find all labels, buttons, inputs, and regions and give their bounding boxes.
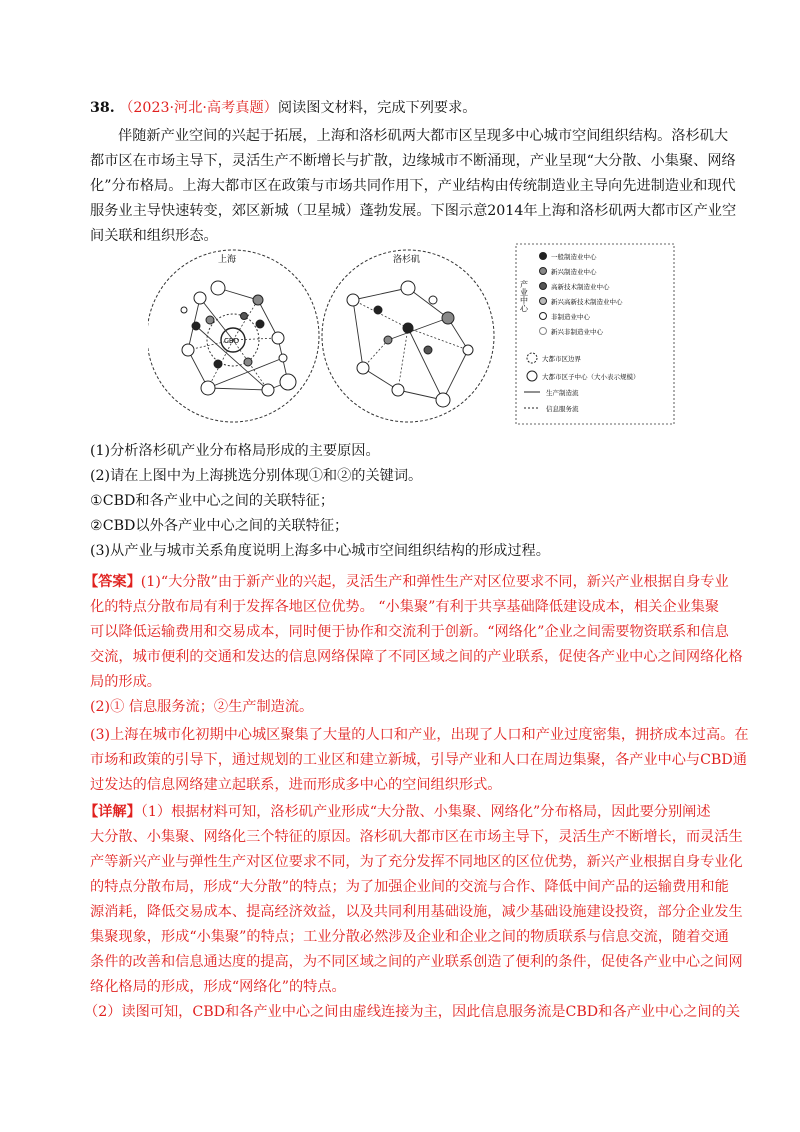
question-number: 38. (90, 100, 115, 116)
detail-line-1 (84, 802, 724, 822)
legend-industry (540, 252, 624, 336)
detail-line-6: 集聚现象，形成“小集聚”的特点；工业分散必然涉及企业和企业之间的物质联系与信息交流，随着交通 (90, 929, 729, 945)
passage-line-5: 间关联和组织形态。 (90, 228, 218, 244)
figure-svg (148, 240, 678, 428)
subquestion-2b: ②CBD以外各产业中心之间的关联特征； (90, 518, 349, 534)
answer-part-2: (2)① 信息服务流；②生产制造流。 (90, 699, 314, 715)
passage-line-1: 伴随新产业空间的兴起于拓展，上海和洛杉矶两大都市区呈现多中心城市空间组织结构。洛杉矶大 (118, 128, 729, 144)
answer-text-1: (1)“大分散”由于新产业的兴起，灵活生产和弹性生产对区位要求不同，新兴产业根据自身专业 (140, 574, 729, 590)
detail-line-3: 产等新兴产业与弹性生产对区位要求不同，为了充分发挥不同地区的区位优势，新兴产业根据自身专业化 (90, 854, 743, 870)
question-header (90, 98, 730, 118)
answer-line-1 (84, 572, 729, 592)
legend-group-label: 产业中心 (519, 280, 529, 312)
la-centers (347, 281, 473, 407)
answer-part-3-line-2: 市场和政策的引导下，通过规划的工业区和建立新城，引导产业和人口在周边集聚，各产业中心与CBD通 (90, 752, 747, 768)
detail-line-5: 源消耗，降低交易成本、提高经济效益，以及共同利用基础设施，减少基础设施建设投资，部分企业发生 (90, 904, 743, 920)
subquestion-3: (3)从产业与城市关系角度说明上海多中心城市空间组织结构的形成过程。 (90, 543, 550, 559)
legend-general-mfg: 一般制造业中心 (551, 253, 597, 261)
subquestion-2: (2)请在上图中为上海挑选分别体现①和②的关键词。 (90, 468, 423, 484)
question-source: （2023·河北·高考真题） (119, 100, 278, 116)
passage-line-2: 都市区在市场主导下，灵活生产不断增长与扩散，边缘城市不断涌现，产业呈现“大分散、小集聚、网络 (90, 153, 736, 169)
legend-non-mfg: 非制造业中心 (551, 313, 590, 321)
detail-line-7: 条件的改善和信息通达度的提高，为不同区域之间的产业联系创造了便利的条件，促使各产业中心之间网 (90, 954, 743, 970)
legend-new-non-mfg: 新兴非制造业中心 (551, 328, 603, 336)
detail-line-9: （2）读图可知，CBD和各产业中心之间由虚线连接为主，因此信息服务流是CBD和各产业中心之间的关 (84, 1004, 741, 1020)
detail-line-4: 的特点分散布局，形成“大分散”的特点；为了加强企业间的交流与合作、降低中间产品的运输费用和能 (90, 879, 729, 895)
legend-new-mfg: 新兴制造业中心 (551, 268, 597, 276)
detail-tag: 【详解】 (84, 804, 141, 820)
answer-line-5: 局的形成。 (90, 674, 161, 690)
question-prompt: 阅读图文材料，完成下列要求。 (277, 100, 477, 116)
subquestion-2a: ①CBD和各产业中心之间的关联特征； (90, 493, 335, 509)
detail-line-2: 大分散、小集聚、网络化三个特征的原因。洛杉矶大都市区在市场主导下，灵活生产不断增长，而灵活生 (90, 829, 743, 845)
legend-boundary: 大都市区边界 (542, 355, 581, 363)
detail-line-8: 络化格局的形成，形成“网络化”的特点。 (90, 979, 346, 995)
legend-info-flow: 信息服务流 (546, 405, 579, 413)
answer-line-4: 交流，城市便利的交通和发达的信息网络保障了不同区域之间的产业联系，促使各产业中心之间网络化格 (90, 649, 743, 665)
la-label: 洛杉矶 (393, 255, 421, 265)
passage-line-4: 服务业主导快速转变，郊区新城（卫星城）蓬勃发展。下图示意2014年上海和洛杉矶两大都市区产业空 (90, 203, 737, 219)
answer-tag: 【答案】 (84, 574, 141, 590)
legend-hightech-mfg: 高新技术制造业中心 (551, 283, 610, 291)
passage-line-3: 化”分布格局。上海大都市区在政策与市场共同作用下，产业结构由传统制造业主导向先进制造业和现代 (90, 178, 736, 194)
answer-part-3-line-1: (3)上海在城市化初期中心城区聚集了大量的人口和产业，出现了人口和产业过度密集，拥挤成本过高。在 (90, 727, 749, 743)
legend-subcenter: 大都市区子中心（大小表示规模） (542, 373, 640, 381)
detail-text-1: （1）根据材料可知，洛杉矶产业形成“大分散、小集聚、网络化”分布格局，因此要分别阐述 (140, 804, 711, 820)
answer-line-3: 可以降低运输费用和交易成本，同时便于协作和交流利于创新。“网络化”企业之间需要物资联系和信息 (90, 624, 729, 640)
answer-line-2: 化的特点分散布局有利于发挥各地区位优势。 “小集聚”有利于共享基础降低建设成本，相关企业集聚 (90, 599, 720, 615)
shanghai-label: 上海 (218, 255, 237, 265)
cbd-label: CBD (224, 337, 240, 345)
la-boundary (322, 250, 494, 422)
answer-part-3-line-3: 过发达的信息网络建立起联系，进而形成多中心的空间组织形式。 (90, 777, 502, 793)
legend-other (524, 353, 640, 413)
legend-new-hightech-mfg: 新兴高新技术制造业中心 (551, 298, 623, 306)
industry-network-figure (148, 240, 678, 428)
legend-production-flow: 生产制造流 (546, 389, 579, 397)
subquestion-1: (1)分析洛杉矶产业分布格局形成的主要原因。 (90, 443, 380, 459)
